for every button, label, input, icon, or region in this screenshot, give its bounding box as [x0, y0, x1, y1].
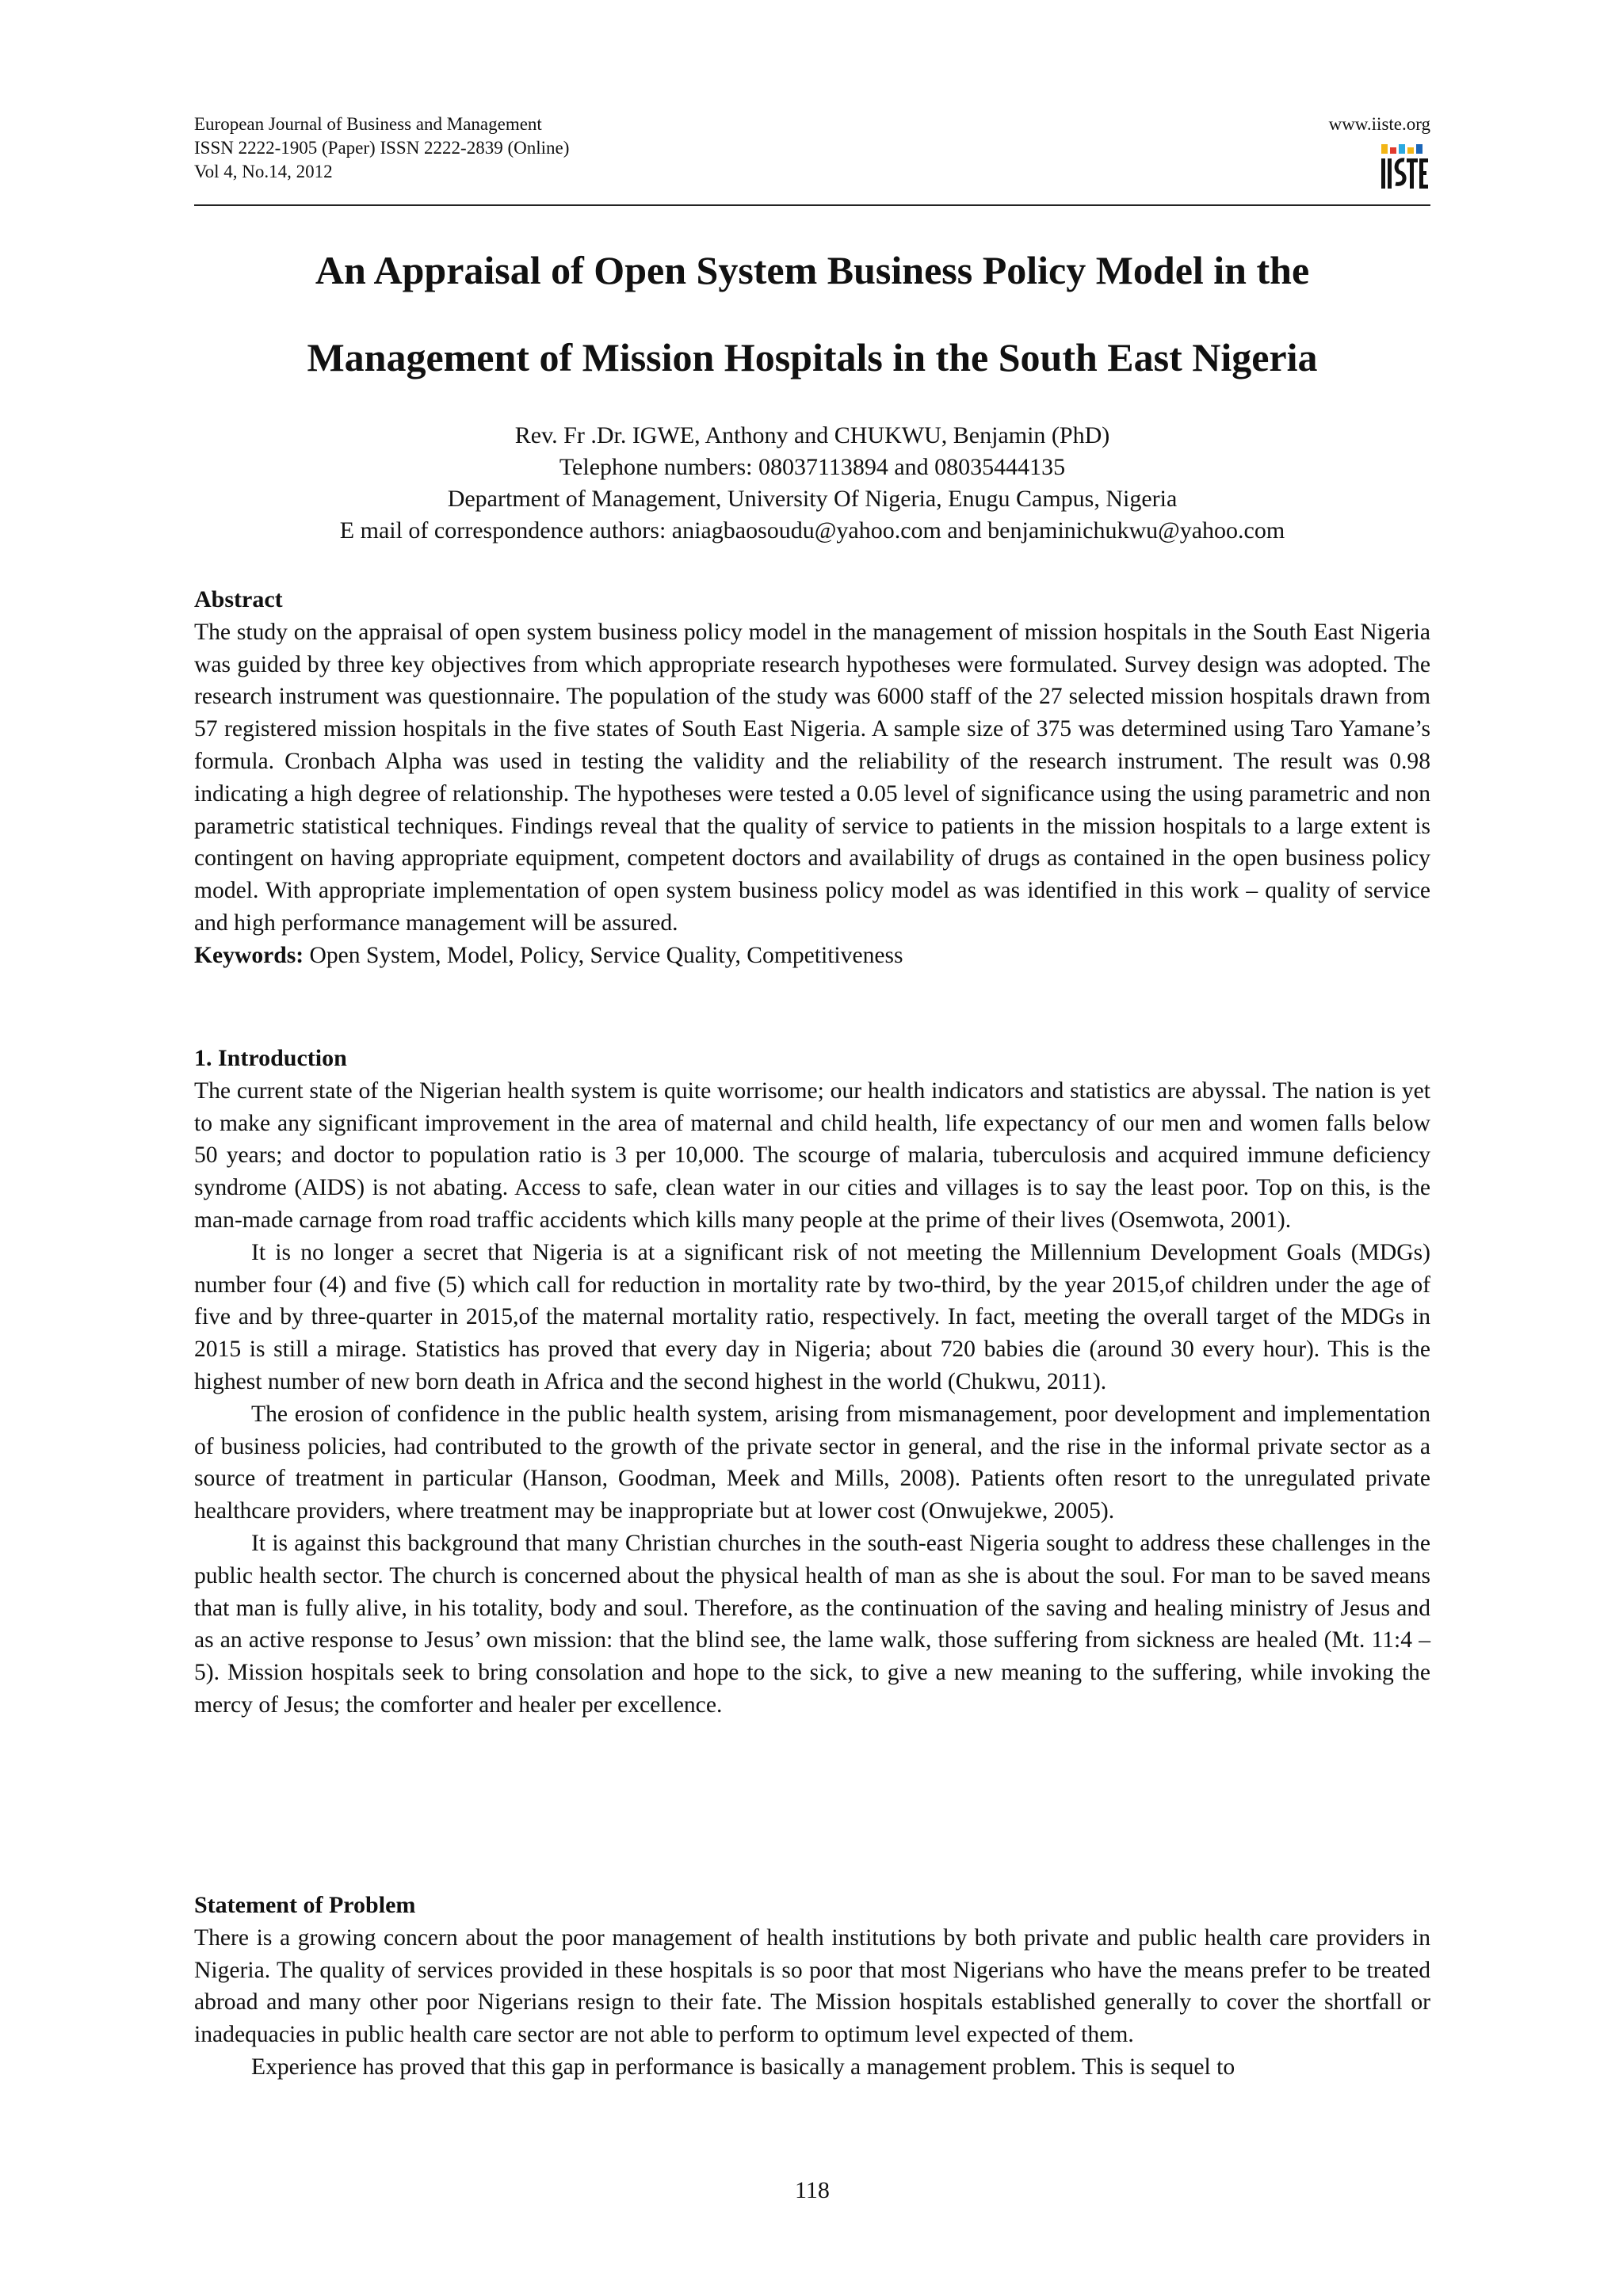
abstract-text: The study on the appraisal of open system business policy model in the management of mission hospitals in the South East Nigeria was guided by three key objectives from which appropriate research hypotheses were formulated. Survey design was adopted. The research instrument was questionnaire. The population of the study was 6000 staff of the 27 selected mission hospitals drawn from 57 registered mission hospitals in the five states of South East Nigeria. A sample size of 375 was determined using Taro Yamane’s formula. Cronbach Alpha was used in testing the validity and the reliability of the research instrument. The result was 0.98 indicating a high degree of relationship. The hypotheses were tested a 0.05 level of significance using the using parametric and non parametric statistical techniques. Findings reveal that the quality of service to patients in the mission hospitals to a large extent is contingent on having appropriate equipment, competent doctors and availability of drugs as contained in the open business policy model. With appropriate implementation of open system business policy model as was identified in this work – quality of service and high performance management will be assured.	[194, 619, 1430, 936]
title-line-2: Management of Mission Hospitals in the South East Nigeria	[307, 335, 1318, 379]
introduction-section	[194, 1043, 1430, 1722]
journal-info	[194, 113, 569, 184]
introduction-paragraph: It is against this background that many Christian churches in the south-east Nigeria sought to address these challenges in the public health sector. The church is concerned about the physical health of man as she is about the soul. For man to be saved means that man is fully alive, in his totality, body and soul. Therefore, as the continuation of the saving and healing ministry of Jesus and as an active response to Jesus’ own mission: that the blind see, the lame walk, those suffering from sickness are healed (Mt. 11:4 – 5). Mission hospitals seek to bring consolation and hope to the sick, to give a new meaning to the suffering, while invoking the mercy of Jesus; the comforter and healer per excellence.	[194, 1530, 1430, 1718]
journal-volume: Vol 4, No.14, 2012	[194, 162, 333, 181]
journal-name: European Journal of Business and Management	[194, 114, 542, 134]
author-phones: Telephone numbers: 08037113894 and 08035444135	[559, 454, 1066, 480]
journal-website[interactable]: www.iiste.org	[1328, 114, 1430, 134]
introduction-paragraph: It is no longer a secret that Nigeria is at a significant risk of not meeting the Millennium Development Goals (MDGs) number four (4) and five (5) which call for reduction in mortality rate by two-third, by the year 2015,of children under the age of five and by three-quarter in 2015,of the maternal mortality ratio, respectively. In fact, meeting the overall target of the MDGs in 2015 is still a mirage. Statistics has proved that every day in Nigeria; about 720 babies die (around 30 every hour). This is the highest number of new born death in Africa and the second highest in the world (Chukwu, 2011).	[194, 1239, 1430, 1394]
author-names: Rev. Fr .Dr. IGWE, Anthony and CHUKWU, Benjamin (PhD)	[514, 422, 1110, 448]
keywords-label: Keywords:	[194, 942, 304, 968]
introduction-heading: 1. Introduction	[194, 1045, 347, 1071]
header-rule	[194, 204, 1430, 206]
problem-heading: Statement of Problem	[194, 1892, 416, 1918]
keywords-list: Open System, Model, Policy, Service Quality, Competitiveness	[304, 942, 903, 968]
title-line-1: An Appraisal of Open System Business Policy Model in the	[315, 248, 1310, 292]
author-email: E mail of correspondence authors: aniagbaosoudu@yahoo.com and benjaminichukwu@yahoo.com	[339, 517, 1285, 543]
page-number: 118	[795, 2177, 830, 2203]
journal-header	[194, 113, 1430, 198]
iiste-logo-icon	[1378, 143, 1429, 193]
introduction-paragraph: The erosion of confidence in the public health system, arising from mismanagement, poor development and implementation of business policies, had contributed to the growth of the private sector in general, and the rise in the informal private sector as a source of treatment in particular (Hanson, Goodman, Meek and Mills, 2008). Patients often resort to the unregulated private healthcare providers, where treatment may be inappropriate but at lower cost (Onwujekwe, 2005).	[194, 1401, 1430, 1524]
author-affiliation: Department of Management, University Of Nigeria, Enugu Campus, Nigeria	[447, 486, 1178, 512]
author-block	[194, 420, 1430, 547]
introduction-paragraph: The current state of the Nigerian health system is quite worrisome; our health indicators and statistics are abyssal. The nation is yet to make any significant improvement in the area of maternal and child health, life expectancy of our men and women falls below 50 years; and doctor to population ratio is 3 per 10,000. The scourge of malaria, tuberculosis and acquired immune deficiency syndrome (AIDS) is not abating. Access to safe, clean water in our cities and villages is to say the least poor. Top on this, is the man-made carnage from road traffic accidents which kills many people at the prime of their lives (Osemwota, 2001).	[194, 1077, 1430, 1233]
problem-section	[194, 1890, 1430, 2084]
paper-title	[194, 227, 1430, 401]
problem-paragraph: There is a growing concern about the poor management of health institutions by both private and public health care providers in Nigeria. The quality of services provided in these hospitals is so poor that most Nigerians who have the means prefer to be treated abroad and many other poor Nigerians resign to their fate. The Mission hospitals established generally to cover the shortfall or inadequacies in public health care sector are not able to perform to optimum level expected of them.	[194, 1924, 1430, 2048]
abstract-heading: Abstract	[194, 586, 283, 612]
journal-issn: ISSN 2222-1905 (Paper) ISSN 2222-2839 (Online)	[194, 138, 570, 158]
keywords-line	[194, 940, 1430, 972]
abstract-section	[194, 584, 1430, 972]
problem-paragraph: Experience has proved that this gap in performance is basically a management problem. This is sequel to	[251, 2054, 1235, 2080]
